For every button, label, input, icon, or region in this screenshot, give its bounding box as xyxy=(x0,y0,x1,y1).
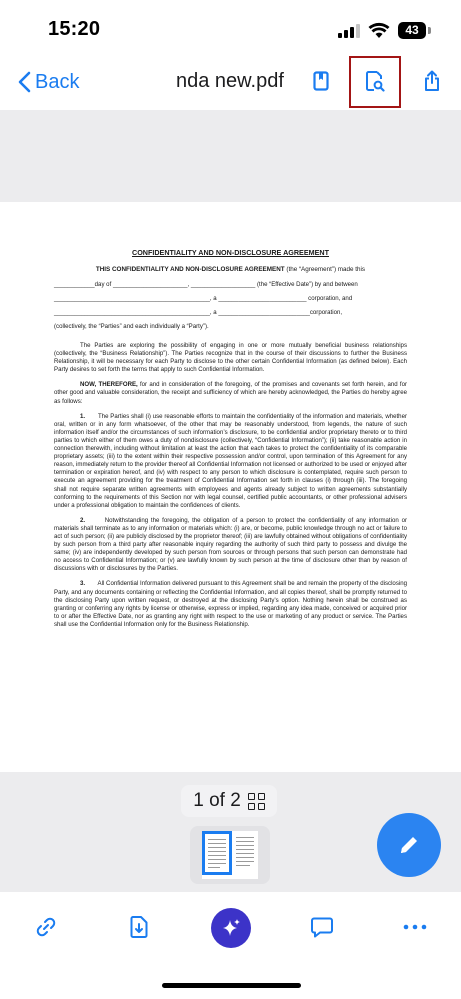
pencil-icon xyxy=(397,833,421,857)
link-icon xyxy=(34,915,58,939)
more-button[interactable] xyxy=(400,912,430,942)
para-3 xyxy=(54,580,407,629)
doc-heading: CONFIDENTIALITY AND NON-DISCLOSURE AGREEMENT xyxy=(132,248,329,257)
chevron-left-icon xyxy=(18,71,31,93)
wifi-icon xyxy=(368,22,390,39)
fill-line-collective: (collectively, the “Parties” and each individually a “Party”). xyxy=(54,323,209,330)
highlight-box xyxy=(349,56,401,108)
para-1 xyxy=(54,413,407,510)
more-icon xyxy=(403,924,427,930)
bottom-toolbar xyxy=(0,892,461,999)
page-grid-icon xyxy=(248,793,265,810)
page-indicator[interactable] xyxy=(181,785,277,817)
comment-icon xyxy=(310,916,334,938)
para-1-text: The Parties shall (i) use reasonable efforts to maintain the confidentiality of the information and materials, whether oral, written or in any form whatsoever, of the other that may be reasonably understood, from legends, the nature of such information itself and/or the circumstances of such information’s disclosure, to be confidential and/or proprietary thereto or to third parties to which either of them owes a duty of nondisclosure (collectively, “Confidential Information”); (ii) take reasonable action in connection therewith, including without limitation at least the action that each takes to protect the confidentiality of its comparable proprietary assets; (iii) to the extent within their respective possession and/or control, upon termination of this Agreement for any reason, immediately return to the provider thereof all Confidential Information not licensed or authorized to be used or enjoyed after termination or expiration hereof, and (iv) with respect to any person to which disclosure is contemplated, require such person to execute an agreement providing for the treatment of Confidential Information set forth in clauses (i) through (iii). The foregoing shall not require separate written agreements with employees and agents already subject to written agreements substantially conforming to the requirements of this Section nor with legal counsel, certified public accountants, or other professional advisers under a professional obligation to maintain the confidences of clients. xyxy=(54,412,407,509)
home-indicator xyxy=(162,983,301,988)
pdf-viewer[interactable] xyxy=(0,110,461,892)
selected-thumbnail[interactable] xyxy=(202,831,232,875)
status-time: 15:20 xyxy=(48,18,101,40)
ai-sparkle-icon xyxy=(220,917,242,939)
page-thumbnail-strip[interactable] xyxy=(190,826,270,884)
para-recital: The Parties are exploring the possibility of engaging in one or more mutually beneficial business relationships (collectively, the “Business Relationship”). The Parties recognize that in the course of their discussions to further the Business Relationship, it will be necessary for each Party to disclose to the other certain Confidential Information (as defined below). Each Party desires to set forth the terms that apply to such Confidential Information. xyxy=(54,342,407,374)
para-2-num: 2. xyxy=(80,516,86,524)
now-rest: for and in consideration of the foregoing, of the promises and covenants set forth herein, and for other good and valuable consideration, the receipt and sufficiency of which are hereby acknowledged, the Parties do hereby agree as follows: xyxy=(54,381,407,405)
bookmark-button[interactable] xyxy=(306,66,336,96)
bookmark-icon xyxy=(313,71,329,91)
ai-assistant-button[interactable] xyxy=(211,908,251,948)
para-2 xyxy=(54,517,407,574)
comment-button[interactable] xyxy=(307,912,337,942)
pdf-content xyxy=(54,248,407,636)
battery-tip xyxy=(428,27,431,34)
para-now-therefore xyxy=(54,381,407,405)
back-label: Back xyxy=(35,70,80,93)
intro-bold: THIS CONFIDENTIALITY AND NON-DISCLOSURE AGREEMENT xyxy=(95,266,285,273)
pdf-page xyxy=(0,202,461,772)
page-indicator-label: 1 of 2 xyxy=(193,790,241,811)
fill-line-party-b: ______________________________________________, a ___________________________corporation, xyxy=(54,309,343,316)
edit-fab-button[interactable] xyxy=(377,813,441,877)
para-2-text: Notwithstanding the foregoing, the obligation of a person to protect the confidentiality of any information or materials shall terminate as to any information or materials which: (i) are, or become, public knowledge through no act or failure to act of such person; (ii) are publicly disclosed by the proprietor thereof; (iii) are lawfully obtained without obligations of confidentiality by such person from a third party after reasonable inquiry regarding the authority of such third party to possess and divulge the same; (iv) are independently developed by such person from sources or through persons that such person can demonstrate had no access to Confidential Information; or (v) are lawfully known by such person at the time of disclosure other than by reason of discussions with or disclosures by the Parties. xyxy=(54,516,407,573)
para-1-num: 1. xyxy=(80,412,86,420)
link-button[interactable] xyxy=(31,912,61,942)
share-icon xyxy=(423,70,441,92)
battery-indicator: 43 xyxy=(398,22,426,39)
para-3-num: 3. xyxy=(80,580,86,588)
para-3-text: All Confidential Information delivered pursuant to this Agreement shall be and remain the property of the disclosing Party, and any documents containing or reflecting the Confidential Information, and all copies thereof, shall be promptly returned to the disclosing Party upon written request, or destroyed at the disclosing Party’s option. Nothing herein shall be construed as granting or conferring any rights by license or otherwise, express or implied, regarding any idea made, conceived or acquired prior to or after the Effective Date, nor as granting any right with respect to the use or marketing of any product or service. The Parties shall use the Confidential Information only for the Business Relationship. xyxy=(54,580,407,628)
intro-rest: (the “Agreement”) made this xyxy=(284,266,366,273)
share-button[interactable] xyxy=(417,66,447,96)
doc-intro xyxy=(54,266,407,273)
status-bar xyxy=(0,0,461,56)
now-bold: NOW, THEREFORE, xyxy=(80,381,138,389)
fill-line-party-a: ______________________________________________, a __________________________ corporation, and xyxy=(54,295,353,302)
fill-line-date: ____________day of ______________________, ___________________ (the “Effective Date”) by and between xyxy=(54,281,358,288)
document-title: nda new.pdf xyxy=(176,70,284,92)
download-button[interactable] xyxy=(124,912,154,942)
page-thumbnail[interactable] xyxy=(202,831,258,879)
signal-bars-icon xyxy=(338,24,360,38)
back-button[interactable] xyxy=(18,68,79,96)
download-icon xyxy=(128,915,150,939)
